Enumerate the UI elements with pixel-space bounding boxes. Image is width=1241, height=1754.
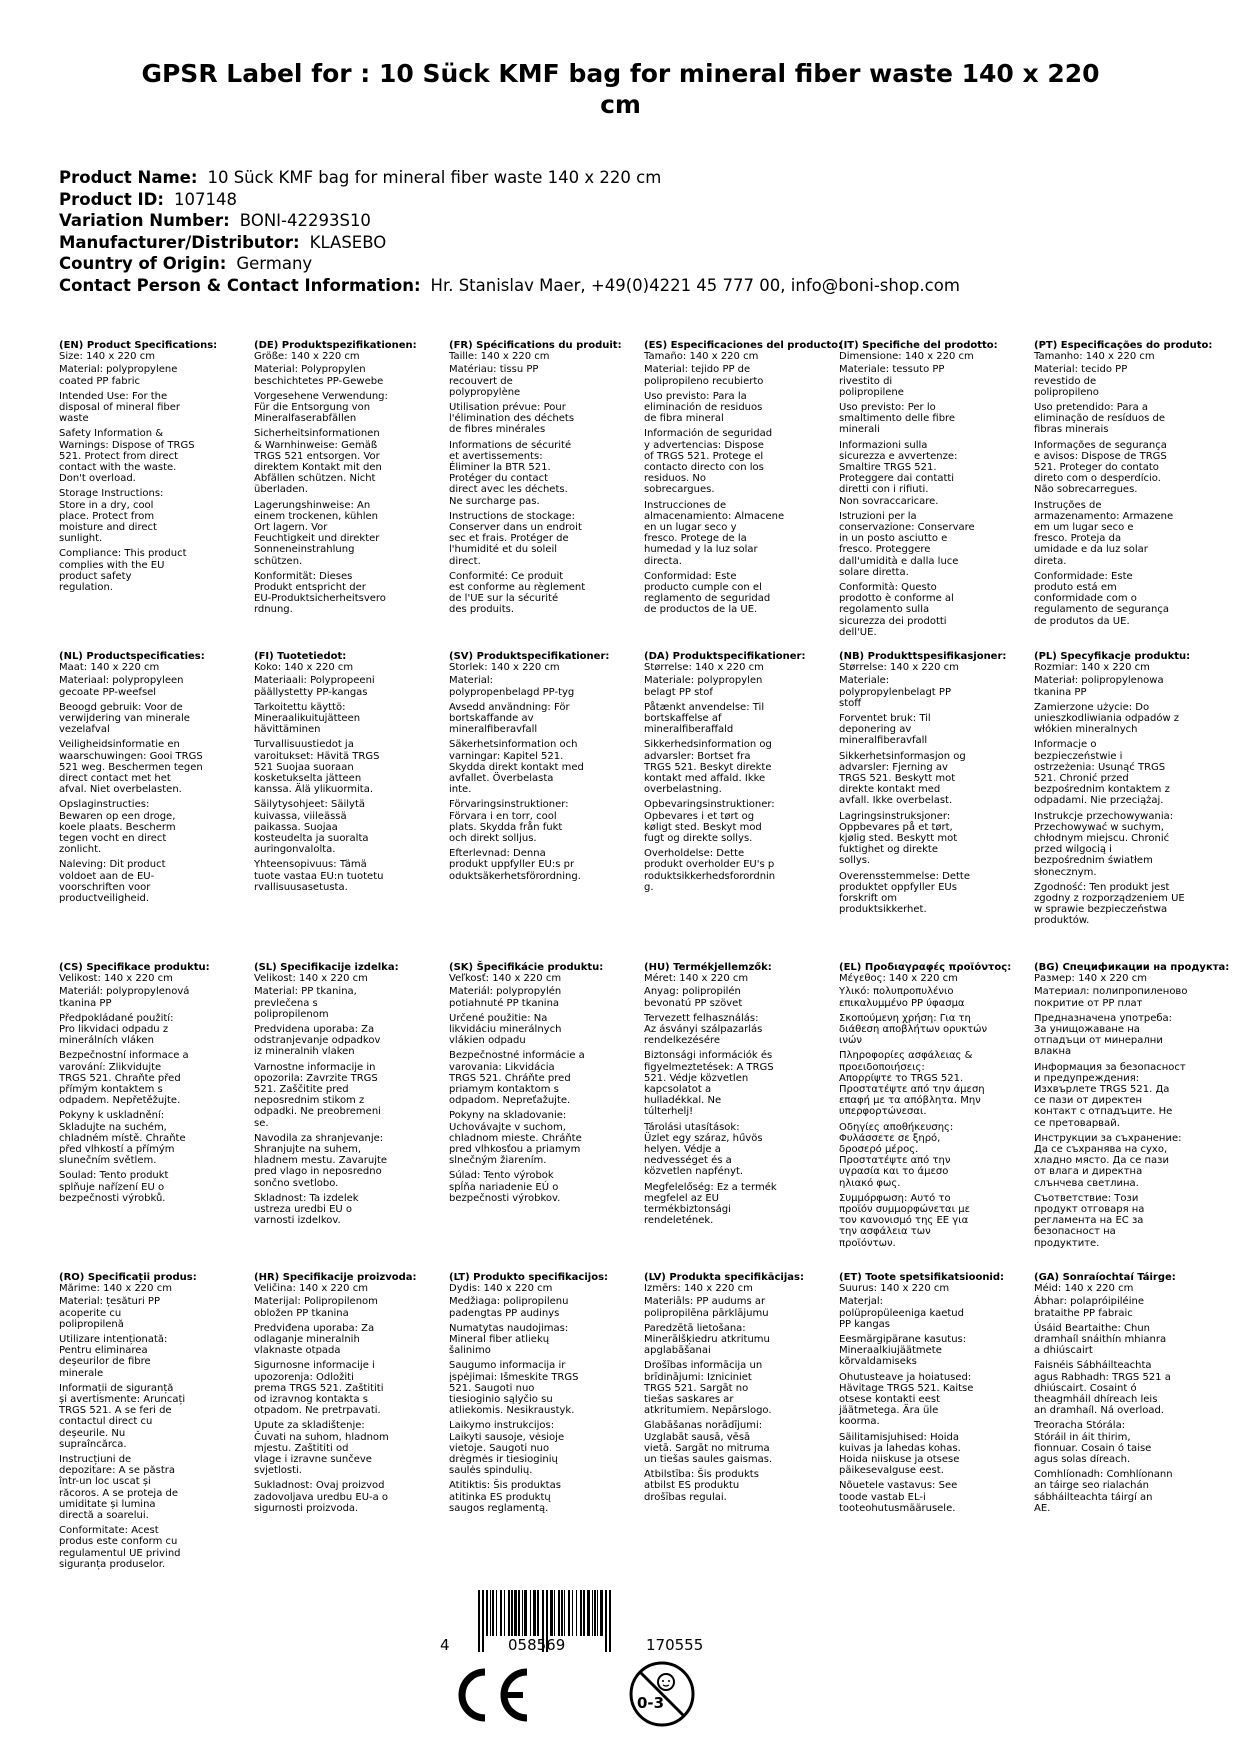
barcode-bar xyxy=(558,1590,560,1636)
spec-line: Material: PP tkanina, prevlečena s polipropilenom xyxy=(254,986,357,1020)
spec-heading: (GA) Sonraíochtaí Táirge: xyxy=(1034,1272,1176,1283)
barcode-bar xyxy=(605,1590,607,1652)
spec-block xyxy=(59,340,219,597)
not-for-children-under-3-icon xyxy=(628,1660,696,1728)
spec-block xyxy=(449,651,609,886)
spec-line: Информация за безопасност и предупреждения: Изхвърлете TRGS 521. Да се пази от директен контакт с отпадъците. Не се претоварвай. xyxy=(1034,1061,1186,1129)
spec-line: Varnostne informacije in opozorila: Zavrzite TRGS 521. Zaščitite pred neposrednim stikom z odpadki. Ne preobremeni se. xyxy=(254,1061,381,1129)
spec-line: Istruzioni per la conservazione: Conservare in un posto asciutto e fresco. Proteggere dall'umidità e dalla luce solare diretta. xyxy=(839,510,975,578)
spec-line: Πληροφορίες ασφάλειας & προειδοποιήσεις: Απορρίψτε το TRGS 521. Προστατέψτε από την άμεση επαφή με τα απόβλητα. Μην υπερφορτώνεσαι. xyxy=(839,1050,985,1118)
spec-line: Предназначена употреба: За унищожаване на отпадъци от минерални влакна xyxy=(1034,1012,1173,1058)
spec-line: Velikost: 140 x 220 cm xyxy=(254,973,368,985)
spec-heading: (DE) Produktspezifikationen: xyxy=(254,340,417,351)
spec-line: Materiale: polypropylen belagt PP stof xyxy=(644,675,763,698)
spec-line: Lagerungshinweise: An einem trockenen, kühlen Ort lagern. Vor Feuchtigkeit und direkter Sonneneinstrahlung schützen. xyxy=(254,499,380,567)
spec-line: Turvallisuustiedot ja varoitukset: Hävitä TRGS 521 Suojaa suoraan kosketukselta jätteen kanssa. Älä ylikuormita. xyxy=(254,739,380,796)
info-manufacturer xyxy=(59,232,1199,254)
barcode-bar xyxy=(576,1590,577,1636)
barcode-bar xyxy=(514,1590,517,1636)
spec-block xyxy=(254,651,414,897)
barcode-bar xyxy=(478,1590,480,1652)
spec-heading: (LT) Produkto specifikacijos: xyxy=(449,1272,609,1283)
spec-heading: (RO) Specificații produs: xyxy=(59,1272,197,1283)
spec-line: Avsedd användning: För bortskaffande av mineralfiberavfall xyxy=(449,701,570,736)
barcode-digit-lead: 4 xyxy=(440,1636,450,1654)
info-value: KLASEBO xyxy=(309,232,387,252)
spec-line: Konformität: Dieses Produkt entspricht der EU-Produktsicherheitsvero rdnung. xyxy=(254,570,386,616)
spec-line: Navodila za shranjevanje: Shranjujte na suhem, hladnem mestu. Zavarujte pred vlago in neposredno sončno svetlobo. xyxy=(254,1132,388,1189)
spec-heading: (FI) Tuotetiedot: xyxy=(254,651,347,662)
spec-heading: (PT) Especificações do produto: xyxy=(1034,340,1213,351)
spec-line: Materijal: Polipropilenom obložen PP tkanina xyxy=(254,1296,378,1319)
spec-line: Utilisation prévue: Pour l'élimination des déchets de fibres minérales xyxy=(449,402,575,436)
spec-line: Zgodność: Ten produkt jest zgodny z rozporządzeniem UE w sprawie bezpieczeństwa produktów. xyxy=(1034,881,1185,927)
spec-line: Materiál: polypropylenová tkanina PP xyxy=(59,986,190,1009)
spec-heading: (NB) Produkttspesifikasjoner: xyxy=(839,651,1007,662)
spec-line: Forventet bruk: Til deponering av mineralfiberavfall xyxy=(839,713,931,747)
spec-heading: (SV) Produktspecifikationer: xyxy=(449,651,610,662)
spec-line: Información de seguridad y advertencias: Dispose of TRGS 521. Protege el contacto directo con los residuos. No sobrecargues. xyxy=(644,428,773,496)
spec-line: Vorgesehene Verwendung: Für die Entsorgung von Mineralfaserabfällen xyxy=(254,390,388,425)
spec-block xyxy=(644,962,804,1230)
spec-line: Instruções de armazenamento: Armazene em um lugar seco e fresco. Proteja da umidade e da luz solar direta. xyxy=(1034,499,1174,567)
spec-line: Υλικό: πολυπροπυλένιο επικαλυμμένο PP ύφασμα xyxy=(839,986,965,1009)
spec-line: Sigurnosne informacije i upozorenja: Odložiti prema TRGS 521. Zaštititi od izravnog kontakta s otpadom. Ne pretrpavati. xyxy=(254,1360,384,1417)
barcode-bar xyxy=(609,1590,611,1652)
spec-line: Material: tejido PP de polipropileno recubierto xyxy=(644,364,764,387)
spec-line: Informații de siguranță și avertismente: Aruncați TRGS 521. A se feri de contactul direct cu deșeurile. Nu supraîncărca. xyxy=(59,1382,186,1450)
spec-line: Sikkerhetsinformasjon og advarsler: Fjerning av TRGS 521. Beskytt mot direkte kontakt med avfall. Ikke overbelast. xyxy=(839,750,966,807)
info-contact xyxy=(59,275,1199,297)
spec-line: Predvidena uporaba: Za odstranjevanje odpadkov iz mineralnih vlaken xyxy=(254,1024,381,1058)
barcode-bar xyxy=(568,1590,570,1636)
spec-line: Μέγεθος: 140 x 220 cm xyxy=(839,973,958,985)
spec-line: Maat: 140 x 220 cm xyxy=(59,662,160,674)
spec-line: Инструкции за съхранение: Да се съхранява на сухо, хладно място. Да се пази от влага и директна слънчева светлина. xyxy=(1034,1132,1182,1189)
label-title: GPSR Label for : 10 Sück KMF bag for mineral fiber waste 140 x 220 cm xyxy=(141,59,1100,119)
spec-line: Материал: полипропиленово покритие от PP плат xyxy=(1034,986,1188,1009)
spec-line: Overholdelse: Dette produkt overholder EU's p roduktsikkerhedsforordnin g. xyxy=(644,848,776,893)
spec-line: Σκοπούμενη χρήση: Για τη διάθεση αποβλήτων ορυκτών ινών xyxy=(839,1012,988,1047)
spec-line: Съответствие: Този продукт отговаря на регламента на ЕС за безопасност на продуктите. xyxy=(1034,1192,1145,1249)
spec-line: Storlek: 140 x 220 cm xyxy=(449,662,560,674)
spec-heading: (HR) Specifikacije proizvoda: xyxy=(254,1272,417,1283)
spec-heading: (ET) Toote spetsifikatsioonid: xyxy=(839,1272,1005,1283)
spec-line: Upute za skladištenje: Čuvati na suhom, hladnom mjestu. Zaštititi od vlage i izravne sunčeve svjetlosti. xyxy=(254,1420,389,1477)
spec-line: Drošības informācija un brīdinājumi: Izniciniet TRGS 521. Sargāt no tiešas saskares ar atkritumiem. Nepārslogo. xyxy=(644,1360,772,1417)
spec-line: Zamierzone użycie: Do unieszkodliwiania odpadów z włókien mineralnych xyxy=(1034,701,1180,736)
spec-line: Säilitamisjuhised: Hoida kuivas ja lahedas kohas. Hoida niiskuse ja otsese päikesevalguse eest. xyxy=(839,1431,961,1477)
info-value: Hr. Stanislav Maer, +49(0)4221 45 777 00, info@boni-shop.com xyxy=(430,275,960,295)
spec-line: Medžiaga: polipropilenu padengtas PP audinys xyxy=(449,1296,569,1319)
spec-line: Οδηγίες αποθήκευσης: Φυλάσσετε σε ξηρό, δροσερό μέρος. Προστατέψτε από την υγρασία και το άμεσο ηλιακό φως. xyxy=(839,1121,954,1189)
spec-line: Atbilstība: Šis produkts atbilst ES produktu drošības regulai. xyxy=(644,1469,759,1503)
barcode-bar xyxy=(492,1590,494,1636)
spec-line: Skladnost: Ta izdelek ustreza uredbi EU o varnosti izdelkov. xyxy=(254,1192,359,1227)
spec-line: Informazioni sulla sicurezza e avvertenze: Smaltire TRGS 521. Proteggere dai contatti diretti con i rifiuti. Non sovraccaricare. xyxy=(839,439,958,507)
ce-mark-icon xyxy=(455,1666,533,1724)
barcode-bar xyxy=(486,1590,488,1636)
spec-line: Taille: 140 x 220 cm xyxy=(449,351,550,363)
info-label: Product ID: xyxy=(59,189,164,209)
spec-heading: (SL) Specifikacije izdelka: xyxy=(254,962,399,973)
info-label: Country of Origin: xyxy=(59,254,227,273)
spec-line: Instructions de stockage: Conserver dans un endroit sec et frais. Protéger de l'humidité et du soleil direct. xyxy=(449,510,582,567)
barcode-digits-group1: 058569 xyxy=(508,1636,566,1654)
spec-line: Sukladnost: Ovaj proizvod zadovoljava uredbu EU-a o sigurnosti proizvoda. xyxy=(254,1480,389,1514)
spec-line: Určené použitie: Na likvidáciu minerálnych vlákien odpadu xyxy=(449,1012,562,1047)
spec-heading: (HU) Termékjellemzők: xyxy=(644,962,772,973)
spec-line: Méid: 140 x 220 cm xyxy=(1034,1283,1134,1295)
barcode-digits-group2: 170555 xyxy=(646,1636,704,1654)
spec-line: Größe: 140 x 220 cm xyxy=(254,351,360,363)
spec-line: Uso previsto: Per lo smaltimento delle fibre minerali xyxy=(839,402,956,436)
barcode-bar xyxy=(550,1590,553,1636)
spec-line: Sicherheitsinformationen & Warnhinweise: Gemäß TRGS 521 entsorgen. Vor direktem Kontakt mit den Abfällen schützen. Nicht überladen. xyxy=(254,428,382,496)
barcode-bar xyxy=(564,1590,565,1636)
spec-line: Uso pretendido: Para a eliminação de resíduos de fibras minerais xyxy=(1034,402,1166,436)
spec-line: Conformità: Questo prodotto è conforme al regolamento sulla sicurezza dei prodotti dell'UE. xyxy=(839,582,954,638)
spec-line: Material: Polypropylen beschichtetes PP-Gewebe xyxy=(254,364,384,387)
spec-heading: (BG) Спецификации на продукта: xyxy=(1034,962,1230,973)
barcode-bar xyxy=(482,1590,484,1652)
barcode-bar xyxy=(522,1590,523,1636)
spec-heading: (DA) Produktspecifikationer: xyxy=(644,651,806,662)
spec-line: Predviđena uporaba: Za odlaganje mineralnih vlaknaste otpada xyxy=(254,1322,375,1357)
barcode-bar xyxy=(554,1590,555,1636)
spec-line: Předpokládané použití: Pro likvidaci odpadu z minerálních vláken xyxy=(59,1012,174,1047)
info-label: Manufacturer/Distributor: xyxy=(59,232,300,252)
spec-heading: (ES) Especificaciones del producto: xyxy=(644,340,843,351)
spec-line: Overensstemmelse: Dette produktet oppfyller EUs forskrift om produktsikkerhet. xyxy=(839,870,970,916)
spec-line: Faisnéis Sábháilteachta agus Rabhadh: TRGS 521 a dhiúscairt. Cosaint ó theagmháil dhíreach leis an dramhaíl. Ná overload. xyxy=(1034,1360,1171,1417)
spec-line: Size: 140 x 220 cm xyxy=(59,351,155,363)
barcode-bar xyxy=(500,1590,502,1636)
barcode-bar xyxy=(583,1590,585,1636)
spec-block xyxy=(839,962,1012,1253)
spec-line: Efterlevnad: Denna produkt uppfyller EU:s pr oduktsäkerhetsförordning. xyxy=(449,848,581,882)
spec-line: Laikymo instrukcijos: Laikyti sausoje, vėsioje vietoje. Saugoti nuo drėgmės ir tiesioginių saulės spindulių. xyxy=(449,1420,565,1477)
spec-line: Atitiktis: Šis produktas atitinka ES produktų saugos reglamentą. xyxy=(449,1480,561,1514)
barcode-bar xyxy=(597,1590,598,1636)
barcode-bar xyxy=(496,1590,497,1636)
spec-block xyxy=(644,340,843,620)
spec-line: Soulad: Tento produkt splňuje nařízení EU o bezpečnosti výrobků. xyxy=(59,1170,169,1204)
spec-line: Informações de segurança e avisos: Dispose de TRGS 521. Proteger do contato direto com o desperdício. Não sobrecarregues. xyxy=(1034,439,1167,496)
age-warning-text: 0-3 xyxy=(637,1694,665,1712)
spec-block xyxy=(839,651,1007,919)
barcode-bar xyxy=(600,1590,603,1636)
spec-line: Materiaal: polypropyleen gecoate PP-weefsel xyxy=(59,675,184,698)
info-country-of-origin xyxy=(59,253,1199,275)
spec-line: Suurus: 140 x 220 cm xyxy=(839,1283,950,1295)
spec-line: Størrelse: 140 x 220 cm xyxy=(644,662,764,674)
spec-line: Säilytysohjeet: Säilytä kuivassa, viileässä paikassa. Suojaa kosteudelta ja suoralta auringonvalolta. xyxy=(254,799,369,856)
spec-line: Safety Information & Warnings: Dispose of TRGS 521. Protect from direct contact with the waste. Don't overload. xyxy=(59,428,195,485)
spec-line: Förvaringsinstruktioner: Förvara i en torr, cool plats. Skydda från fukt och direkt solljus. xyxy=(449,799,569,845)
spec-block xyxy=(839,1272,1005,1518)
info-variation-number xyxy=(59,210,1199,232)
spec-block xyxy=(449,1272,609,1518)
spec-heading: (LV) Produkta specifikācijas: xyxy=(644,1272,804,1283)
spec-line: Matériau: tissu PP recouvert de polypropylène xyxy=(449,364,539,398)
spec-line: Glabāšanas norādījumi: Uzglabāt sausā, vēsā vietā. Sargāt no mitruma un tiešas saules gaismas. xyxy=(644,1420,773,1466)
spec-line: Nõuetele vastavus: See toode vastab EL-i tooteohutusmäärusele. xyxy=(839,1480,958,1514)
spec-line: Compliance: This product complies with the EU product safety regulation. xyxy=(59,548,187,594)
spec-line: Comhlíonadh: Comhlíonann an táirge seo rialachán sábháilteachta táirgí an AE. xyxy=(1034,1469,1173,1514)
spec-line: Conformidade: Este produto está em conformidade com o regulamento de segurança de produtos da UE. xyxy=(1034,570,1170,627)
spec-line: Velikost: 140 x 220 cm xyxy=(59,973,173,985)
spec-line: Bezpečnostné informácie a varovania: Likvidácia TRGS 521. Chráňte pred priamym kontaktom s odpadom. Nepreťažujte. xyxy=(449,1050,585,1107)
spec-line: Veličina: 140 x 220 cm xyxy=(254,1283,368,1295)
spec-line: Numatytas naudojimas: Mineral fiber atliekų šalinimo xyxy=(449,1322,569,1357)
spec-block xyxy=(254,1272,417,1518)
spec-line: Påtænkt anvendelse: Til bortskaffelse af mineralfiberaffald xyxy=(644,701,765,736)
barcode-bar xyxy=(511,1590,513,1636)
spec-block xyxy=(59,651,219,908)
spec-line: Súlad: Tento výrobok spĺňa nariadenie EÚ o bezpečnosti výrobkov. xyxy=(449,1170,561,1204)
spec-block xyxy=(1034,962,1230,1253)
spec-line: Méret: 140 x 220 cm xyxy=(644,973,749,985)
barcode-bar xyxy=(587,1590,590,1636)
spec-line: Intended Use: For the disposal of mineral fiber waste xyxy=(59,390,181,425)
spec-line: Tamaño: 140 x 220 cm xyxy=(644,351,759,363)
spec-heading: (CS) Specifikace produktu: xyxy=(59,962,210,973)
spec-line: Instrucțiuni de depozitare: A se păstra într-un loc uscat și răcoros. A se proteja de umiditate și lumina directă a soarelui. xyxy=(59,1454,179,1522)
info-value: 107148 xyxy=(173,189,237,209)
spec-block xyxy=(1034,340,1213,631)
spec-line: Materiale: polypropylenbelagt PP stoff xyxy=(839,675,951,709)
barcode-bar xyxy=(537,1590,539,1636)
spec-block xyxy=(839,340,999,642)
spec-line: Sikkerhedsinformation og advarsler: Bortset fra TRGS 521. Beskyt direkte kontakt med affald. Ikke overbelastning. xyxy=(644,739,772,796)
spec-line: Treoracha Stórála: Stóráil in áit thirim, fionnuar. Cosain ó taise agus solas díreach. xyxy=(1034,1420,1152,1466)
spec-line: Storage Instructions: Store in a dry, cool place. Protect from moisture and direct sunlight. xyxy=(59,488,164,545)
spec-line: Utilizare intenționată: Pentru eliminarea deșeurilor de fibre minerale xyxy=(59,1334,168,1379)
spec-line: Dydis: 140 x 220 cm xyxy=(449,1283,553,1295)
spec-line: Úsáid Beartaithe: Chun dramhaíl snáithín mhianra a dhiúscairt xyxy=(1034,1322,1167,1357)
spec-line: Säkerhetsinformation och varningar: Kapitel 521. Skydda direkt kontakt med avfallet. Överbelasta inte. xyxy=(449,739,584,796)
info-product-name xyxy=(59,167,1199,189)
spec-heading: (PL) Specyfikacje produktu: xyxy=(1034,651,1191,662)
spec-line: Koko: 140 x 220 cm xyxy=(254,662,354,674)
spec-line: Material: tecido PP revestido de polipropileno xyxy=(1034,364,1128,398)
spec-line: Yhteensopivuus: Tämä tuote vastaa EU:n tuotetu rvallisuusasetusta. xyxy=(254,859,384,893)
info-value: Germany xyxy=(236,254,313,273)
info-product-id xyxy=(59,189,1199,211)
spec-line: Mărime: 140 x 220 cm xyxy=(59,1283,172,1295)
spec-line: Paredzētā lietošana: Minerālšķiedru atkritumu apglabāšanai xyxy=(644,1322,770,1357)
barcode-bar xyxy=(530,1590,531,1636)
barcode-bar xyxy=(524,1590,527,1636)
spec-line: Anyag: polipropilén bevonatú PP szövet xyxy=(644,986,743,1009)
spec-heading: (SK) Špecifikácie produktu: xyxy=(449,962,604,973)
spec-block xyxy=(1034,1272,1194,1518)
spec-line: Veľkosť: 140 x 220 cm xyxy=(449,973,562,985)
spec-block xyxy=(254,962,414,1230)
spec-line: Material: țesături PP acoperite cu polipropilenă xyxy=(59,1296,160,1330)
spec-line: Informations de sécurité et avertissements: Éliminer la BTR 521. Protéger du contact direct avec les déchets. Ne surcharge pas. xyxy=(449,439,572,507)
spec-line: Ohutusteave ja hoiatused: Hävitage TRGS 521. Kaitse otsese kontakti eest jäätmetega. Ära üle koorma. xyxy=(839,1371,974,1428)
spec-line: Materjal: polüpropüleeniga kaetud PP kangas xyxy=(839,1296,964,1330)
barcode-bar xyxy=(580,1590,582,1636)
spec-line: Conformitate: Acest produs este conform cu regulamentul UE privind siguranța produselor. xyxy=(59,1525,181,1570)
spec-line: Material: polypropenbelagd PP-tyg xyxy=(449,675,575,698)
spec-line: Opbevaringsinstruktioner: Opbevares i et tørt og køligt sted. Beskyt mod fugt og direkte sollys. xyxy=(644,799,775,845)
spec-line: Veiligheidsinformatie en waarschuwingen: Gooi TRGS 521 weg. Beschermen tegen direct contact met het afval. Niet overbelasten. xyxy=(59,739,203,796)
spec-heading: (EN) Product Specifications: xyxy=(59,340,218,351)
spec-line: Materiāls: PP audums ar polipropilēna pārklājumu xyxy=(644,1296,769,1319)
spec-line: Συμμόρφωση: Αυτό το προϊόν συμμορφώνεται με τον κανονισμό της ΕΕ για την ασφάλεια των προϊόντων. xyxy=(839,1192,970,1249)
spec-heading: (EL) Προδιαγραφές προϊόντος: xyxy=(839,962,1012,973)
spec-line: Tervezett felhasználás: Az ásványi szálpazarlás rendelkezésére xyxy=(644,1012,763,1047)
spec-block xyxy=(1034,651,1194,931)
barcode-bar xyxy=(561,1590,563,1636)
spec-line: Tamanho: 140 x 220 cm xyxy=(1034,351,1155,363)
spec-line: Instrukcje przechowywania: Przechowywać w suchym, chłodnym miejscu. Chronić przed wilgocią i bezpośrednim światłem słonecznym. xyxy=(1034,810,1174,878)
info-value: 10 Sück KMF bag for mineral fiber waste 140 x 220 cm xyxy=(207,168,662,187)
spec-block xyxy=(59,1272,219,1574)
spec-heading: (IT) Specifiche del prodotto: xyxy=(839,340,998,351)
spec-line: Materiaali: Polypropeeni päällystetty PP-kangas xyxy=(254,675,375,698)
barcode-bar xyxy=(518,1590,520,1636)
barcode-bar xyxy=(533,1590,536,1636)
spec-block xyxy=(644,651,804,897)
spec-line: Izmērs: 140 x 220 cm xyxy=(644,1283,753,1295)
spec-line: Informacje o bezpieczeństwie i ostrzeżenia: Usunąć TRGS 521. Chronić przed bezpośrednim kontaktem z odpadami. Nie przeciążaj. xyxy=(1034,739,1170,807)
spec-line: Biztonsági információk és figyelmeztetések: A TRGS 521. Védje közvetlen kapcsolatot a hulladékkal. Ne túlterhelj! xyxy=(644,1050,774,1118)
spec-block xyxy=(644,1272,804,1507)
spec-block xyxy=(449,962,609,1208)
spec-line: Ábhar: polapróipiléine brataithe PP fabraic xyxy=(1034,1296,1144,1319)
spec-line: Størrelse: 140 x 220 cm xyxy=(839,662,959,674)
info-label: Product Name: xyxy=(59,168,198,187)
spec-block xyxy=(59,962,219,1208)
spec-line: Instrucciones de almacenamiento: Almacene en un lugar seco y fresco. Protege de la humedad y la luz solar directa. xyxy=(644,499,785,567)
spec-line: Pokyny k uskladnění: Skladujte na suchém, chladném místě. Chraňte před vlhkostí a přímým slunečním světlem. xyxy=(59,1110,186,1167)
spec-line: Naleving: Dit product voldoet aan de EU- voorschriften voor productveiligheid. xyxy=(59,859,166,905)
spec-block xyxy=(254,340,417,620)
info-label: Contact Person & Contact Information: xyxy=(59,275,421,295)
spec-line: Conformité: Ce produit est conforme au règlement de l'UE sur la sécurité des produits. xyxy=(449,570,586,616)
spec-line: Rozmiar: 140 x 220 cm xyxy=(1034,662,1150,674)
spec-line: Eesmärgipärane kasutus: Mineraalkiujäätmete kõrvaldamiseks xyxy=(839,1334,967,1368)
spec-line: Lagringsinstruksjoner: Oppbevares på et tørt, kjølig sted. Beskytt mot fuktighet og direkte sollys. xyxy=(839,810,958,867)
info-value: BONI-42293S10 xyxy=(239,211,371,230)
spec-heading: (FR) Spécifications du produit: xyxy=(449,340,622,351)
spec-heading: (NL) Productspecificaties: xyxy=(59,651,205,662)
spec-line: Materiał: polipropylenowa tkanina PP xyxy=(1034,675,1164,698)
barcode-bar xyxy=(508,1590,510,1636)
spec-line: Размер: 140 x 220 cm xyxy=(1034,973,1147,985)
spec-line: Beoogd gebruik: Voor de verwijdering van minerale vezelafval xyxy=(59,701,190,736)
spec-line: Pokyny na skladovanie: Uchovávajte v suchom, chladnom mieste. Chráňte pred vlhkosťou a priamym slnečným žiarením. xyxy=(449,1110,582,1167)
spec-line: Opslaginstructies: Bewaren op een droge, koele plaats. Bescherm tegen vocht en direct zonlicht. xyxy=(59,799,176,856)
spec-line: Tárolási utasítások: Üzlet egy száraz, hűvös helyen. Védje a nedvességet és a közvetlen napfényt. xyxy=(644,1121,763,1178)
spec-line: Conformidad: Este producto cumple con el reglamento de seguridad de productos de la UE. xyxy=(644,570,771,616)
product-info xyxy=(59,167,1199,296)
spec-line: Materiál: polypropylén potiahnuté PP tkanina xyxy=(449,986,562,1009)
spec-line: Saugumo informacija ir įspėjimai: Išmeskite TRGS 521. Saugoti nuo tiesioginio sąlyčio su atliekomis. Nesikraustyk. xyxy=(449,1360,579,1417)
spec-line: Megfelelőség: Ez a termék megfelel az EU termékbiztonsági rendeletének. xyxy=(644,1181,777,1227)
spec-line: Materiale: tessuto PP rivestito di polipropilene xyxy=(839,364,945,398)
barcode-bar xyxy=(594,1590,596,1636)
spec-line: Dimensione: 140 x 220 cm xyxy=(839,351,974,363)
barcode-bar xyxy=(592,1590,593,1636)
spec-line: Tarkoitettu käyttö: Mineraalikuitujätteen hävittäminen xyxy=(254,701,361,736)
barcode-bar xyxy=(490,1590,491,1636)
spec-block xyxy=(449,340,622,620)
barcode-bar xyxy=(504,1590,505,1636)
spec-line: Bezpečnostní informace a varování: Zlikvidujte TRGS 521. Chraňte před přímým kontaktem s odpadem. Nepřetěžujte. xyxy=(59,1050,189,1107)
spec-line: Uso previsto: Para la eliminación de residuos de fibra mineral xyxy=(644,390,763,425)
spec-line: Material: polypropylene coated PP fabric xyxy=(59,364,178,387)
barcode-bar xyxy=(572,1590,573,1636)
info-label: Variation Number: xyxy=(59,211,230,230)
